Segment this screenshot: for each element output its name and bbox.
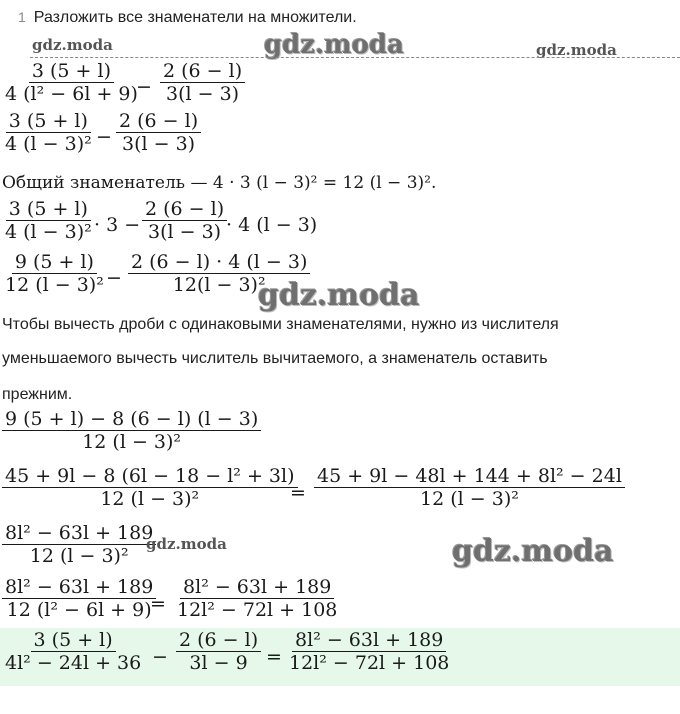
fraction xyxy=(2,112,95,154)
denominator: 3(l − 3) xyxy=(166,83,240,105)
denominator: 4l² − 24l + 36 xyxy=(5,652,142,674)
rule-text: Чтобы вычесть дроби с одинаковыми знаменателями, нужно из числителя xyxy=(2,316,559,333)
numerator: 3 (5 + l) xyxy=(31,631,116,652)
step-instruction: Разложить все знаменатели на множители. xyxy=(33,9,357,26)
numerator: 2 (6 − l) xyxy=(160,62,245,83)
rule-text: уменьшаемого вычесть числитель вычитаемого, а знаменатель оставить xyxy=(2,350,548,367)
numerator: 45 + 9l − 48l + 144 + 8l² − 24l xyxy=(314,467,625,488)
watermark-large: gdz.moda xyxy=(264,30,405,60)
fraction xyxy=(2,253,107,295)
watermark-small: gdz.moda xyxy=(32,36,113,54)
denominator: 4 (l − 3)² xyxy=(5,133,92,155)
denominator: 3(l − 3) xyxy=(122,133,196,155)
fraction xyxy=(142,200,227,242)
denominator: 4 (l − 3)² xyxy=(5,221,92,243)
numerator: 2 (6 − l) xyxy=(176,631,261,652)
numerator: 3 (5 + l) xyxy=(6,200,91,221)
denominator: 12 (l − 3)² xyxy=(82,431,182,453)
denominator: 12 (l² − 6l + 9) xyxy=(6,599,152,621)
fraction xyxy=(2,62,141,104)
numerator: 8l² − 63l + 189 xyxy=(292,631,446,652)
fraction xyxy=(174,578,340,620)
numerator: 2 (6 − l) xyxy=(142,200,227,221)
fraction xyxy=(116,112,201,154)
denominator: 3(l − 3) xyxy=(148,221,222,243)
denominator: 12(l − 3)² xyxy=(172,274,266,296)
operator: · 4 (l − 3) xyxy=(226,214,318,236)
watermark-small: gdz.moda xyxy=(146,535,227,553)
answer-fraction xyxy=(286,631,452,673)
divider-line xyxy=(30,57,680,58)
fraction xyxy=(2,467,298,509)
fraction xyxy=(2,200,95,242)
fraction xyxy=(2,410,261,452)
numerator: 3 (5 + l) xyxy=(29,62,114,83)
numerator: 3 (5 + l) xyxy=(6,112,91,133)
numerator: 8l² − 63l + 189 xyxy=(2,578,156,599)
fraction xyxy=(160,62,245,104)
numerator: 8l² − 63l + 189 xyxy=(2,524,156,545)
watermark-large: gdz.moda xyxy=(452,534,614,569)
numerator: 2 (6 − l) xyxy=(116,112,201,133)
fraction xyxy=(2,524,156,566)
numerator: 8l² − 63l + 189 xyxy=(180,578,334,599)
fraction xyxy=(314,467,625,509)
denominator: 12 (l − 3)² xyxy=(29,545,129,567)
denominator: 12 (l − 3)² xyxy=(420,488,519,510)
rule-text: прежним. xyxy=(2,386,73,403)
watermark-small: gdz.moda xyxy=(536,41,617,59)
denominator: 4 (l² − 6l + 9) xyxy=(5,83,138,105)
operator: = xyxy=(266,646,282,668)
numerator: 45 + 9l − 8 (6l − 18 − l² + 3l) xyxy=(2,467,298,488)
numerator: 9 (5 + l) xyxy=(12,253,97,274)
operator: − xyxy=(106,267,122,289)
numerator: 2 (6 − l) · 4 (l − 3) xyxy=(128,253,310,274)
operator: = xyxy=(290,482,306,504)
step-number: 1 xyxy=(18,9,26,25)
answer-fraction xyxy=(176,631,261,673)
denominator: 12l² − 72l + 108 xyxy=(177,599,338,621)
denominator: 12 (l − 3)² xyxy=(5,274,104,296)
watermark-large: gdz.moda xyxy=(258,278,420,313)
denominator: 3l − 9 xyxy=(189,652,248,674)
fraction xyxy=(2,578,156,620)
operator: · 3 − xyxy=(94,214,141,236)
denominator: 12 (l − 3)² xyxy=(100,488,200,510)
operator: − xyxy=(96,126,112,148)
step-heading xyxy=(18,9,357,27)
common-denominator-line: Общий знаменатель — 4 · 3 (l − 3)² = 12 (l − 3)². xyxy=(2,173,437,193)
operator: − xyxy=(152,646,168,668)
denominator: 12l² − 72l + 108 xyxy=(289,652,450,674)
numerator: 9 (5 + l) − 8 (6 − l) (l − 3) xyxy=(2,410,261,431)
answer-fraction xyxy=(2,631,144,673)
operator: − xyxy=(136,76,152,98)
operator: = xyxy=(150,593,166,615)
